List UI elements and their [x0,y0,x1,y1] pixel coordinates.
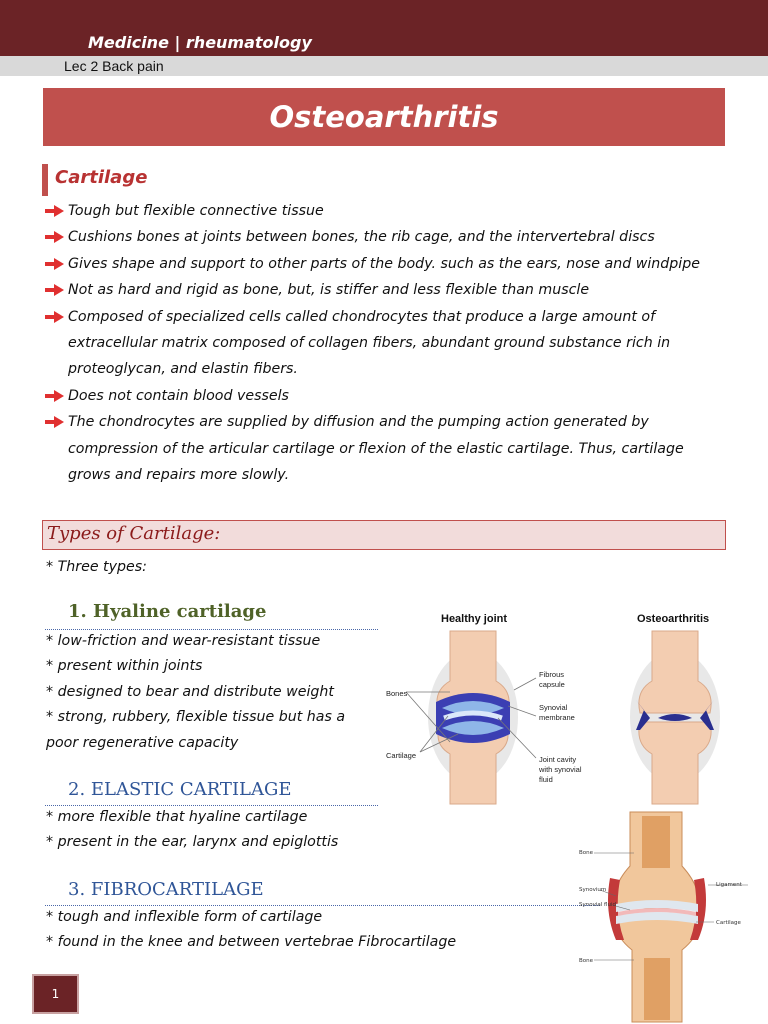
label-bones: Bones [386,689,408,698]
cartilage-heading [42,164,148,196]
cartilage-heading-text: Cartilage [55,167,148,188]
healthy-joint-illustration [428,631,518,804]
knee-label-ligament: Ligament [716,882,742,888]
cartilage-bullet-line: proteoglycan, and elastin fibers. [68,361,298,378]
cartilage-bullet-line: grows and repairs more slowly. [68,467,290,484]
cartilage-bullet [44,198,734,224]
label-fibrous-1: Fibrous [539,670,565,679]
page-title: Osteoarthritis [269,100,499,134]
page-number: 1 [51,987,60,1001]
knee-illustration [608,812,706,1022]
red-arrow-icon [44,257,66,271]
oa-title: Osteoarthritis [637,613,710,625]
hyaline-heading: 1. Hyaline cartilage [68,601,267,622]
cartilage-bullet-line: compression of the articular cartilage or flexion of the elastic cartilage. Thus, cartilage [68,440,684,457]
fibro-line: * tough and inflexible form of cartilage [46,909,323,925]
types-intro: * Three types: [46,559,147,575]
cartilage-bullet-line: extracellular matrix composed of collagen fibers, abundant ground substance rich in [68,335,671,352]
page-number-box [32,974,79,1014]
hyaline-lines [46,629,345,756]
hyaline-line: * low-friction and wear-resistant tissue [46,633,321,649]
label-synovial-2: membrane [539,713,575,722]
knee-label-bone-top: Bone [579,850,594,856]
hyaline-line: poor regenerative capacity [46,734,239,751]
header-bar [0,0,768,56]
cartilage-bullet-line: Tough but flexible connective tissue [68,203,324,219]
lecture-label: Lec 2 Back pain [64,58,164,74]
red-arrow-icon [44,389,66,403]
fibro-lines [46,905,456,956]
cartilage-bullet-line: Cushions bones at joints between bones, the rib cage, and the intervertebral discs [68,229,655,246]
red-arrow-icon [44,310,66,324]
hyaline-line: * strong, rubbery, flexible tissue but has a [46,709,346,726]
label-fibrous-2: capsule [539,680,565,689]
cartilage-bullet [44,224,734,250]
joint-comparison-figure [378,606,738,806]
cartilage-bullet [44,383,734,409]
cartilage-bullet-line: Composed of specialized cells called chondrocytes that produce a large amount of [68,308,656,325]
knee-label-cartilage: Cartilage [716,920,741,926]
cartilage-bullet [44,409,734,488]
red-arrow-icon [44,204,66,218]
knee-cross-section-figure [570,808,760,1024]
cartilage-bullet-line: Does not contain blood vessels [68,387,289,404]
subject-label: Medicine | rheumatology [88,33,312,52]
osteoarthritis-illustration [630,631,720,804]
cartilage-bullet [44,277,734,303]
elastic-heading: 2. ELASTIC CARTILAGE [68,779,292,800]
hyaline-line: * present within joints [46,658,203,675]
elastic-line: * more flexible that hyaline cartilage [46,809,308,825]
cartilage-bullet-line: The chondrocytes are supplied by diffusion and the pumping action generated by [68,414,649,431]
label-cartilage: Cartilage [386,751,417,760]
cartilage-bullet-line: Not as hard and rigid as bone, but, is stiffer and less flexible than muscle [68,282,590,299]
knee-label-synovial-fluid: Synovial fluid [579,902,616,908]
knee-label-synovium: Synovium [579,887,607,893]
hyaline-line: * designed to bear and distribute weight [46,683,334,700]
cartilage-bullet-line: Gives shape and support to other parts of the body. such as the ears, nose and windpipe [68,255,700,272]
red-arrow-icon [44,230,66,244]
label-cavity-2: with synovial [539,765,582,774]
healthy-joint-title: Healthy joint [441,613,508,625]
cartilage-bullet [44,251,734,277]
cartilage-bullet-list [44,198,734,488]
elastic-lines [46,805,338,856]
knee-label-bone-bottom: Bone [579,958,594,964]
lecture-bar [0,56,768,76]
label-synovial-1: Synovial [539,703,568,712]
types-heading: Types of Cartilage: [47,523,221,544]
cartilage-bullet [44,304,734,383]
label-cavity-1: Joint cavity [539,755,577,764]
types-heading-box [42,520,726,550]
elastic-line: * present in the ear, larynx and epiglottis [46,834,339,851]
title-banner [43,88,725,146]
label-cavity-3: fluid [539,775,553,784]
fibro-line: * found in the knee and between vertebrae Fibrocartilage [46,934,457,951]
red-arrow-icon [44,283,66,297]
red-arrow-icon [44,415,66,429]
fibro-heading: 3. FIBROCARTILAGE [68,879,264,900]
